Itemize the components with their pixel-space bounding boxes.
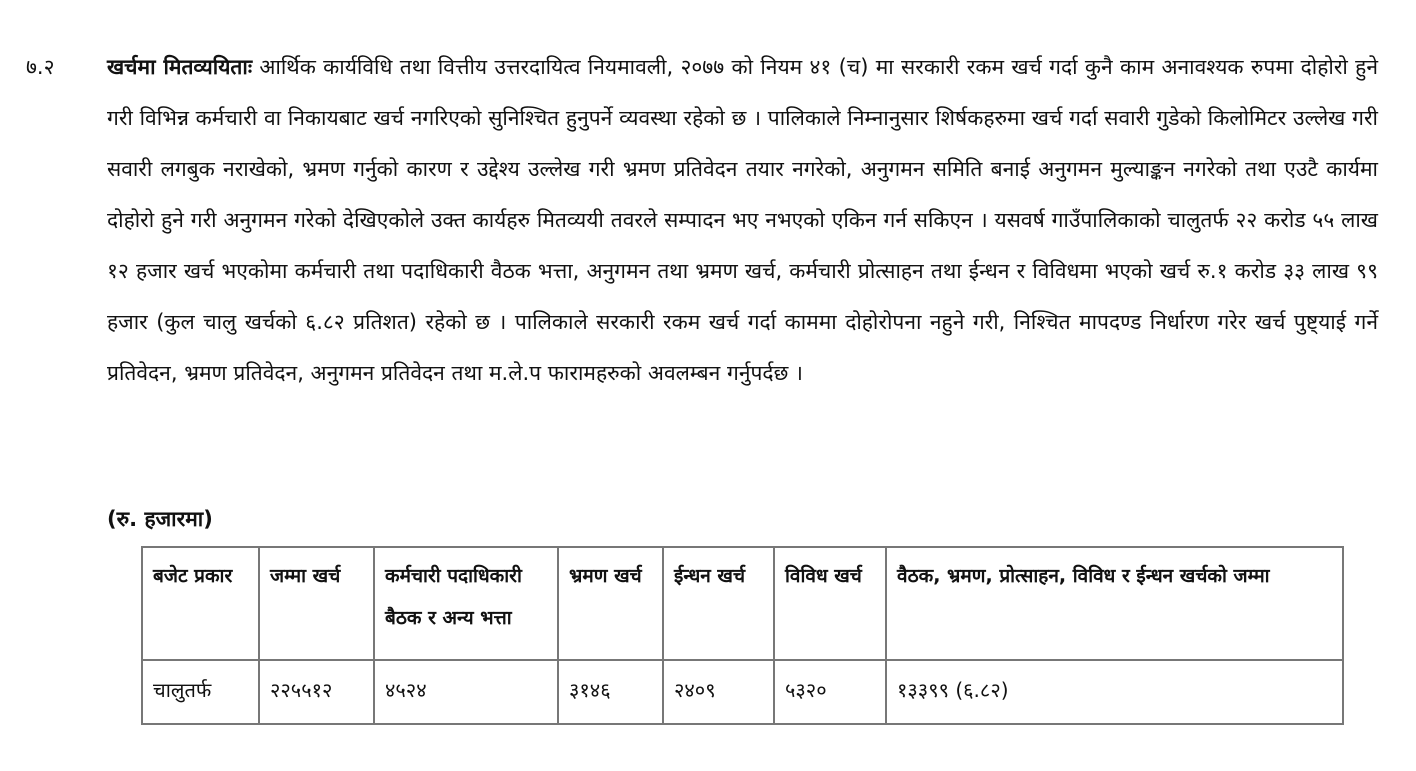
header-misc: विविध खर्च <box>774 547 886 660</box>
header-staff-allowance: कर्मचारी पदाधिकारी बैठक र अन्य भत्ता <box>374 547 558 660</box>
cell-fuel: २४०९ <box>663 660 774 724</box>
header-fuel: ईन्धन खर्च <box>663 547 774 660</box>
cell-budget-type: चालुतर्फ <box>142 660 259 724</box>
table-row <box>142 660 1343 724</box>
section-heading: खर्चमा मितव्ययिताः <box>107 55 253 79</box>
header-sum-total: वैठक, भ्रमण, प्रोत्साहन, विविध र ईन्धन खर्चको जम्मा <box>886 547 1343 660</box>
cell-total-expense: २२५५१२ <box>259 660 374 724</box>
section-paragraph <box>107 42 1378 399</box>
cell-misc: ५३२० <box>774 660 886 724</box>
paragraph-text: आर्थिक कार्यविधि तथा वित्तीय उत्तरदायित्व नियमावली, २०७७ को नियम ४१ (च) मा सरकारी रकम खर्च गर्दा कुनै काम अनावश्यक रुपमा दोहोरो हुने गरी विभिन्न कर्मचारी वा निकायबाट खर्च नगरिएको सुनिश्चित हुनुपर्ने व्यवस्था रहेको छ । पालिकाले निम्नानुसार शिर्षकहरुमा खर्च गर्दा सवारी गुडेको किलोमिटर उल्लेख गरी सवारी लगबुक नराखेको, भ्रमण गर्नुको कारण र उद्देश्य उल्लेख गरी भ्रमण प्रतिवेदन तयार नगरेको, अनुगमन समिति बनाई अनुगमन मुल्याङ्कन नगरेको तथा एउटै कार्यमा दोहोरो हुने गरी अनुगमन गरेको देखिएकोले उक्त कार्यहरु मितव्ययी तवरले सम्पादन भए नभएको एकिन गर्न सकिएन । यसवर्ष गाउँपालिकाको चालुतर्फ २२ करोड ५५ लाख १२ हजार खर्च भएकोमा कर्मचारी तथा पदाधिकारी वैठक भत्ता, अनुगमन तथा भ्रमण खर्च, कर्मचारी प्रोत्साहन तथा ईन्धन र विविधमा भएको खर्च रु.१ करोड ३३ लाख ९९ हजार (कुल चालु खर्चको ६.८२ प्रतिशत) रहेको छ । पालिकाले सरकारी रकम खर्च गर्दा काममा दोहोरोपना नहुने गरी, निश्चित मापदण्ड निर्धारण गरेर खर्च पुष्ट्याई गर्ने प्रतिवेदन, भ्रमण प्रतिवेदन, अनुगमन प्रतिवेदन तथा म.ले.प फारामहरुको अवलम्बन गर्नुपर्दछ । <box>107 55 1378 385</box>
header-travel: भ्रमण खर्च <box>558 547 663 660</box>
header-budget-type: बजेट प्रकार <box>142 547 259 660</box>
expense-table <box>141 546 1344 725</box>
cell-sum-total: १३३९९ (६.८२) <box>886 660 1343 724</box>
cell-travel: ३१४६ <box>558 660 663 724</box>
cell-staff-allowance: ४५२४ <box>374 660 558 724</box>
header-total-expense: जम्मा खर्च <box>259 547 374 660</box>
table-header-row <box>142 547 1343 660</box>
section-number: ७.२ <box>26 55 55 79</box>
unit-label: (रु. हजारमा) <box>107 507 213 531</box>
